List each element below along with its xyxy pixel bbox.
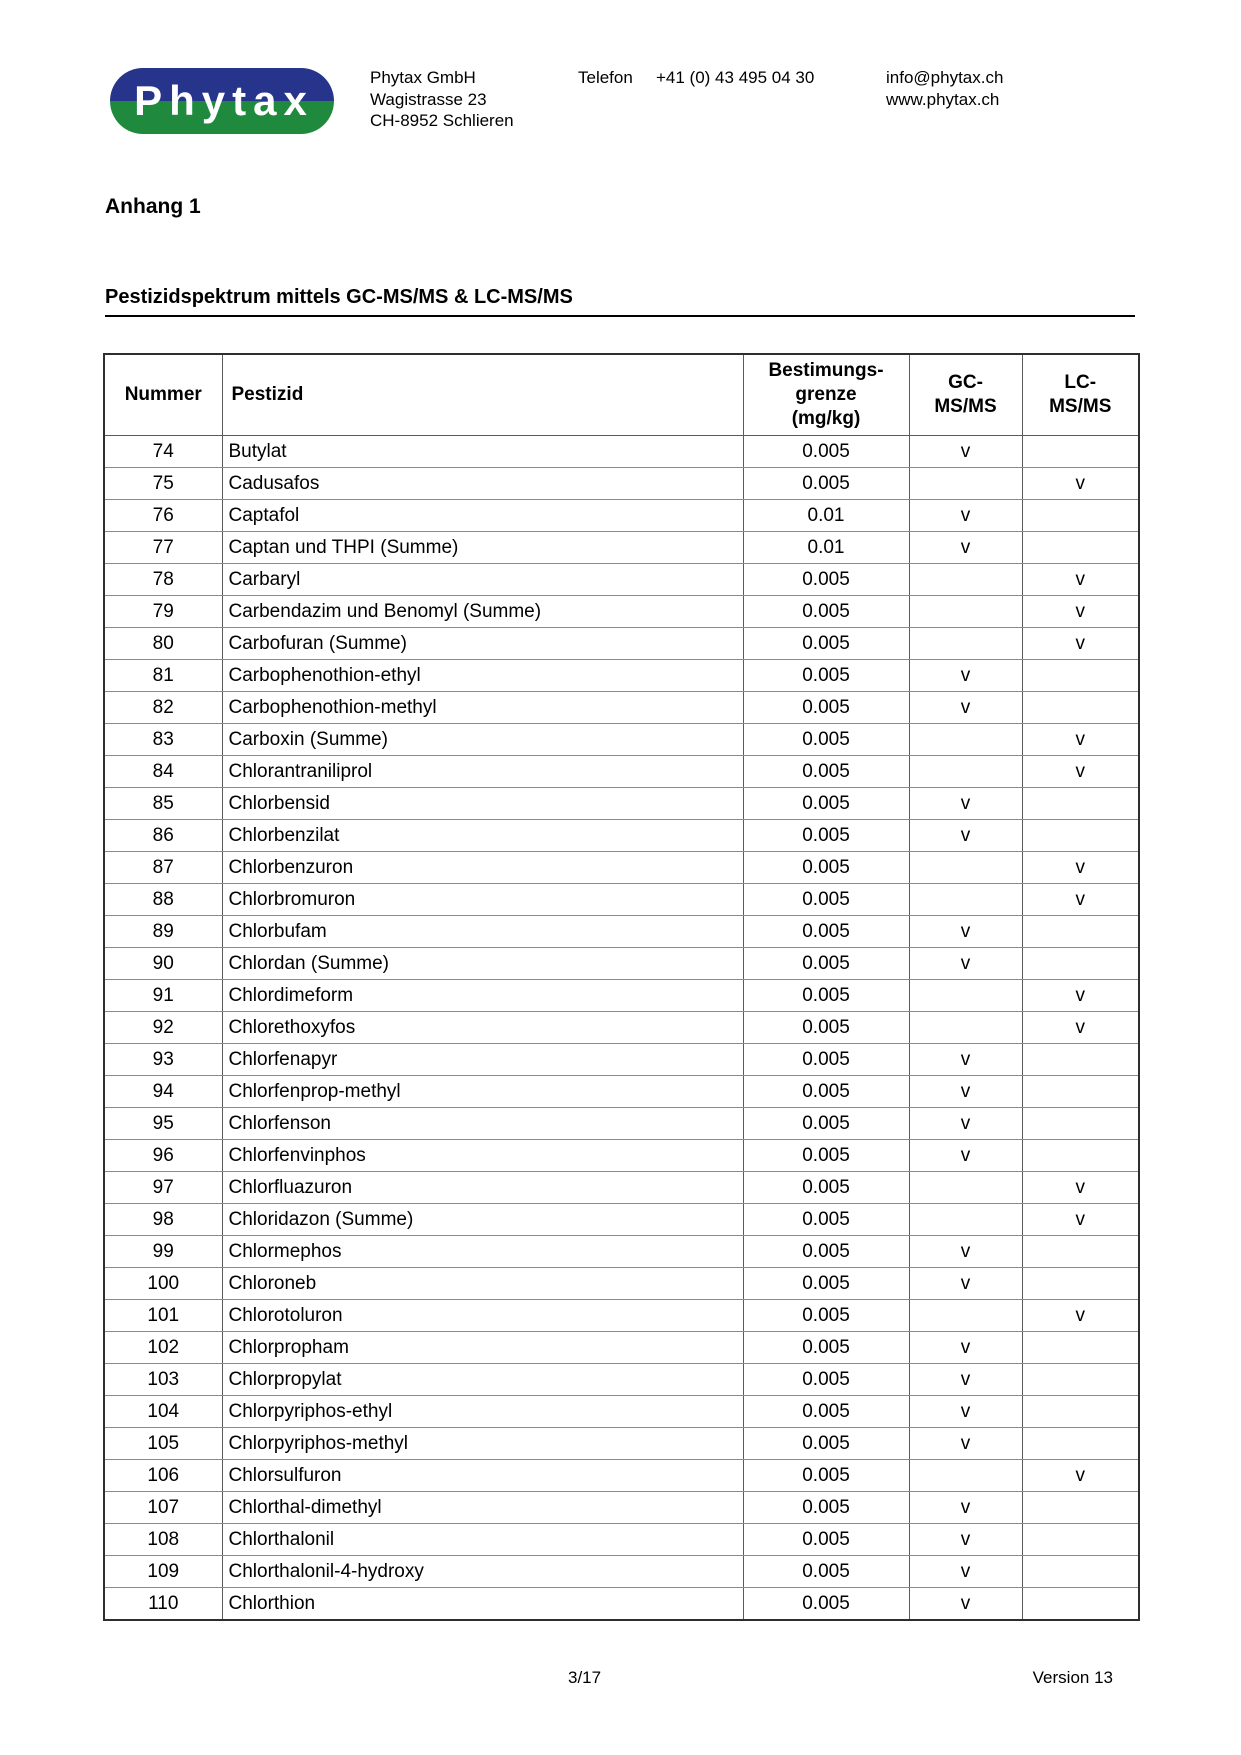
cell-grenze: 0.005	[743, 1460, 909, 1492]
cell-gc-msms	[909, 884, 1022, 916]
section-title: Pestizidspektrum mittels GC-MS/MS & LC-MS/MS	[105, 286, 573, 308]
table-row	[104, 596, 1139, 628]
cell-pestizid: Chlorbensid	[222, 788, 743, 820]
cell-nummer: 76	[104, 500, 222, 532]
cell-grenze: 0.005	[743, 1428, 909, 1460]
cell-gc-msms	[909, 756, 1022, 788]
cell-nummer: 97	[104, 1172, 222, 1204]
page-title: Anhang 1	[105, 195, 201, 218]
cell-pestizid: Cadusafos	[222, 468, 743, 500]
cell-gc-msms	[909, 1172, 1022, 1204]
cell-gc-msms: v	[909, 436, 1022, 468]
table-row	[104, 1044, 1139, 1076]
cell-gc-msms: v	[909, 1140, 1022, 1172]
cell-grenze: 0.005	[743, 1076, 909, 1108]
cell-nummer: 88	[104, 884, 222, 916]
cell-nummer: 89	[104, 916, 222, 948]
cell-gc-msms: v	[909, 1108, 1022, 1140]
cell-nummer: 75	[104, 468, 222, 500]
cell-nummer: 96	[104, 1140, 222, 1172]
cell-lc-msms	[1022, 1524, 1139, 1556]
cell-nummer: 87	[104, 852, 222, 884]
cell-gc-msms: v	[909, 820, 1022, 852]
cell-lc-msms	[1022, 916, 1139, 948]
cell-lc-msms	[1022, 1492, 1139, 1524]
cell-gc-msms: v	[909, 1044, 1022, 1076]
cell-grenze: 0.005	[743, 692, 909, 724]
cell-grenze: 0.005	[743, 468, 909, 500]
cell-gc-msms: v	[909, 660, 1022, 692]
table-row	[104, 1492, 1139, 1524]
cell-pestizid: Chlorbromuron	[222, 884, 743, 916]
table-row	[104, 980, 1139, 1012]
table-row	[104, 1396, 1139, 1428]
table-row	[104, 436, 1139, 468]
cell-pestizid: Chlorpropylat	[222, 1364, 743, 1396]
table-row	[104, 1300, 1139, 1332]
cell-gc-msms: v	[909, 1524, 1022, 1556]
contact-block	[886, 67, 1003, 110]
cell-pestizid: Chlorbufam	[222, 916, 743, 948]
pesticide-table-header	[104, 354, 1139, 436]
table-row	[104, 756, 1139, 788]
cell-gc-msms	[909, 1460, 1022, 1492]
cell-pestizid: Chlorbenzuron	[222, 852, 743, 884]
table-row	[104, 660, 1139, 692]
cell-gc-msms: v	[909, 1396, 1022, 1428]
cell-grenze: 0.005	[743, 660, 909, 692]
cell-pestizid: Chlorthalonil-4-hydroxy	[222, 1556, 743, 1588]
cell-grenze: 0.005	[743, 1332, 909, 1364]
cell-gc-msms	[909, 724, 1022, 756]
header-row	[104, 354, 1139, 436]
table-row	[104, 1588, 1139, 1621]
cell-grenze: 0.005	[743, 1396, 909, 1428]
cell-lc-msms	[1022, 1236, 1139, 1268]
cell-grenze: 0.005	[743, 436, 909, 468]
cell-grenze: 0.01	[743, 500, 909, 532]
cell-gc-msms: v	[909, 1364, 1022, 1396]
cell-nummer: 101	[104, 1300, 222, 1332]
table-row	[104, 1172, 1139, 1204]
cell-grenze: 0.005	[743, 1044, 909, 1076]
cell-gc-msms	[909, 628, 1022, 660]
table-row	[104, 1108, 1139, 1140]
cell-nummer: 79	[104, 596, 222, 628]
cell-lc-msms	[1022, 660, 1139, 692]
cell-nummer: 99	[104, 1236, 222, 1268]
cell-lc-msms: v	[1022, 852, 1139, 884]
cell-nummer: 102	[104, 1332, 222, 1364]
table-row	[104, 1140, 1139, 1172]
cell-pestizid: Chlordimeform	[222, 980, 743, 1012]
cell-nummer: 74	[104, 436, 222, 468]
cell-gc-msms: v	[909, 788, 1022, 820]
cell-lc-msms	[1022, 1044, 1139, 1076]
cell-pestizid: Chlorbenzilat	[222, 820, 743, 852]
col-header-grenze: Bestimungs- grenze (mg/kg)	[743, 354, 909, 436]
cell-grenze: 0.005	[743, 820, 909, 852]
table-row	[104, 724, 1139, 756]
cell-nummer: 80	[104, 628, 222, 660]
cell-nummer: 104	[104, 1396, 222, 1428]
cell-lc-msms	[1022, 1556, 1139, 1588]
cell-lc-msms	[1022, 500, 1139, 532]
table-row	[104, 1012, 1139, 1044]
pesticide-table	[103, 353, 1140, 1621]
table-row	[104, 1364, 1139, 1396]
company-street: Wagistrasse 23	[370, 89, 487, 109]
phone-number: +41 (0) 43 495 04 30	[656, 68, 815, 87]
cell-pestizid: Carbophenothion-ethyl	[222, 660, 743, 692]
cell-lc-msms	[1022, 1108, 1139, 1140]
cell-grenze: 0.005	[743, 1204, 909, 1236]
cell-pestizid: Chlorfenapyr	[222, 1044, 743, 1076]
cell-gc-msms: v	[909, 1268, 1022, 1300]
cell-lc-msms: v	[1022, 1300, 1139, 1332]
cell-grenze: 0.005	[743, 1172, 909, 1204]
cell-nummer: 82	[104, 692, 222, 724]
cell-gc-msms: v	[909, 1332, 1022, 1364]
cell-grenze: 0.005	[743, 756, 909, 788]
table-row	[104, 628, 1139, 660]
cell-pestizid: Chlorfenprop-methyl	[222, 1076, 743, 1108]
cell-lc-msms	[1022, 948, 1139, 980]
cell-nummer: 106	[104, 1460, 222, 1492]
cell-pestizid: Chlorfluazuron	[222, 1172, 743, 1204]
cell-nummer: 90	[104, 948, 222, 980]
cell-lc-msms: v	[1022, 1460, 1139, 1492]
cell-pestizid: Chlorfenvinphos	[222, 1140, 743, 1172]
cell-pestizid: Chloroneb	[222, 1268, 743, 1300]
cell-grenze: 0.005	[743, 916, 909, 948]
cell-grenze: 0.005	[743, 1364, 909, 1396]
cell-lc-msms: v	[1022, 884, 1139, 916]
cell-pestizid: Carbofuran (Summe)	[222, 628, 743, 660]
cell-pestizid: Captafol	[222, 500, 743, 532]
cell-nummer: 103	[104, 1364, 222, 1396]
cell-nummer: 107	[104, 1492, 222, 1524]
cell-lc-msms	[1022, 1364, 1139, 1396]
cell-grenze: 0.005	[743, 1588, 909, 1621]
table-row	[104, 820, 1139, 852]
company-city: CH-8952 Schlieren	[370, 111, 514, 130]
table-row	[104, 1332, 1139, 1364]
cell-pestizid: Chlorsulfuron	[222, 1460, 743, 1492]
cell-pestizid: Chlorpyriphos-ethyl	[222, 1396, 743, 1428]
cell-grenze: 0.01	[743, 532, 909, 564]
cell-grenze: 0.005	[743, 852, 909, 884]
cell-pestizid: Chloridazon (Summe)	[222, 1204, 743, 1236]
cell-gc-msms	[909, 564, 1022, 596]
email-address: info@phytax.ch	[886, 68, 1004, 87]
table-row	[104, 1556, 1139, 1588]
cell-pestizid: Carbaryl	[222, 564, 743, 596]
cell-pestizid: Chlorotoluron	[222, 1300, 743, 1332]
cell-nummer: 81	[104, 660, 222, 692]
col-header-nummer: Nummer	[104, 354, 222, 436]
cell-lc-msms: v	[1022, 1012, 1139, 1044]
cell-lc-msms	[1022, 1396, 1139, 1428]
cell-lc-msms	[1022, 1428, 1139, 1460]
cell-gc-msms	[909, 852, 1022, 884]
cell-gc-msms	[909, 980, 1022, 1012]
cell-nummer: 78	[104, 564, 222, 596]
cell-grenze: 0.005	[743, 884, 909, 916]
cell-pestizid: Chlorpyriphos-methyl	[222, 1428, 743, 1460]
cell-pestizid: Chlorfenson	[222, 1108, 743, 1140]
cell-nummer: 85	[104, 788, 222, 820]
table-row	[104, 852, 1139, 884]
cell-nummer: 110	[104, 1588, 222, 1621]
cell-grenze: 0.005	[743, 1556, 909, 1588]
cell-lc-msms	[1022, 1140, 1139, 1172]
cell-nummer: 92	[104, 1012, 222, 1044]
cell-gc-msms: v	[909, 532, 1022, 564]
table-row	[104, 916, 1139, 948]
cell-lc-msms: v	[1022, 1204, 1139, 1236]
cell-nummer: 83	[104, 724, 222, 756]
table-row	[104, 500, 1139, 532]
table-row	[104, 692, 1139, 724]
cell-gc-msms: v	[909, 1556, 1022, 1588]
cell-lc-msms	[1022, 692, 1139, 724]
cell-lc-msms	[1022, 1076, 1139, 1108]
cell-grenze: 0.005	[743, 1140, 909, 1172]
table-row	[104, 788, 1139, 820]
cell-nummer: 98	[104, 1204, 222, 1236]
cell-pestizid: Chlorthion	[222, 1588, 743, 1621]
cell-pestizid: Butylat	[222, 436, 743, 468]
cell-grenze: 0.005	[743, 564, 909, 596]
cell-gc-msms: v	[909, 916, 1022, 948]
website-url: www.phytax.ch	[886, 89, 1000, 109]
cell-nummer: 109	[104, 1556, 222, 1588]
table-row	[104, 884, 1139, 916]
table-row	[104, 1236, 1139, 1268]
cell-nummer: 100	[104, 1268, 222, 1300]
cell-lc-msms	[1022, 788, 1139, 820]
cell-gc-msms	[909, 596, 1022, 628]
cell-gc-msms: v	[909, 1236, 1022, 1268]
pesticide-table-body	[104, 436, 1139, 1621]
cell-grenze: 0.005	[743, 1268, 909, 1300]
table-row	[104, 1268, 1139, 1300]
section-title-underline	[105, 286, 1135, 317]
cell-lc-msms: v	[1022, 980, 1139, 1012]
cell-pestizid: Chlorethoxyfos	[222, 1012, 743, 1044]
table-row	[104, 1460, 1139, 1492]
cell-pestizid: Carbophenothion-methyl	[222, 692, 743, 724]
cell-nummer: 77	[104, 532, 222, 564]
cell-pestizid: Chlorthalonil	[222, 1524, 743, 1556]
cell-pestizid: Carbendazim und Benomyl (Summe)	[222, 596, 743, 628]
logo-wordmark: Phytax	[134, 77, 314, 124]
cell-grenze: 0.005	[743, 628, 909, 660]
cell-pestizid: Captan und THPI (Summe)	[222, 532, 743, 564]
version-label: Version 13	[1032, 1668, 1113, 1687]
cell-nummer: 105	[104, 1428, 222, 1460]
cell-grenze: 0.005	[743, 1524, 909, 1556]
cell-gc-msms: v	[909, 500, 1022, 532]
cell-nummer: 91	[104, 980, 222, 1012]
cell-grenze: 0.005	[743, 788, 909, 820]
table-row	[104, 1428, 1139, 1460]
cell-lc-msms	[1022, 1588, 1139, 1621]
cell-pestizid: Chlordan (Summe)	[222, 948, 743, 980]
cell-nummer: 94	[104, 1076, 222, 1108]
company-name: Phytax GmbH	[370, 68, 476, 87]
cell-grenze: 0.005	[743, 980, 909, 1012]
cell-nummer: 93	[104, 1044, 222, 1076]
phytax-logo	[110, 68, 334, 134]
table-row	[104, 532, 1139, 564]
cell-gc-msms: v	[909, 948, 1022, 980]
cell-lc-msms	[1022, 436, 1139, 468]
col-header-pestizid: Pestizid	[222, 354, 743, 436]
cell-lc-msms: v	[1022, 756, 1139, 788]
page-number: 3/17	[568, 1668, 602, 1687]
cell-lc-msms	[1022, 1268, 1139, 1300]
cell-pestizid: Chlormephos	[222, 1236, 743, 1268]
table-row	[104, 1204, 1139, 1236]
cell-grenze: 0.005	[743, 724, 909, 756]
cell-grenze: 0.005	[743, 1492, 909, 1524]
cell-gc-msms: v	[909, 1588, 1022, 1621]
cell-lc-msms: v	[1022, 468, 1139, 500]
cell-lc-msms: v	[1022, 596, 1139, 628]
table-row	[104, 564, 1139, 596]
cell-lc-msms: v	[1022, 724, 1139, 756]
cell-nummer: 84	[104, 756, 222, 788]
cell-grenze: 0.005	[743, 1108, 909, 1140]
cell-gc-msms: v	[909, 1428, 1022, 1460]
cell-gc-msms	[909, 1204, 1022, 1236]
cell-gc-msms	[909, 1012, 1022, 1044]
table-row	[104, 1076, 1139, 1108]
cell-grenze: 0.005	[743, 1012, 909, 1044]
cell-grenze: 0.005	[743, 948, 909, 980]
cell-lc-msms: v	[1022, 628, 1139, 660]
table-row	[104, 948, 1139, 980]
cell-gc-msms: v	[909, 692, 1022, 724]
cell-nummer: 95	[104, 1108, 222, 1140]
company-address-block	[370, 67, 514, 132]
cell-nummer: 86	[104, 820, 222, 852]
cell-grenze: 0.005	[743, 596, 909, 628]
table-row	[104, 468, 1139, 500]
cell-pestizid: Chlorpropham	[222, 1332, 743, 1364]
cell-lc-msms	[1022, 820, 1139, 852]
table-row	[104, 1524, 1139, 1556]
cell-pestizid: Chlorthal-dimethyl	[222, 1492, 743, 1524]
cell-gc-msms: v	[909, 1076, 1022, 1108]
cell-gc-msms: v	[909, 1492, 1022, 1524]
cell-grenze: 0.005	[743, 1300, 909, 1332]
cell-pestizid: Carboxin (Summe)	[222, 724, 743, 756]
cell-gc-msms	[909, 1300, 1022, 1332]
col-header-gc-msms: GC- MS/MS	[909, 354, 1022, 436]
cell-grenze: 0.005	[743, 1236, 909, 1268]
cell-nummer: 108	[104, 1524, 222, 1556]
cell-gc-msms	[909, 468, 1022, 500]
cell-pestizid: Chlorantraniliprol	[222, 756, 743, 788]
cell-lc-msms	[1022, 1332, 1139, 1364]
phone-label: Telefon	[578, 68, 633, 87]
cell-lc-msms: v	[1022, 1172, 1139, 1204]
col-header-lc-msms: LC- MS/MS	[1022, 354, 1139, 436]
cell-lc-msms	[1022, 532, 1139, 564]
cell-lc-msms: v	[1022, 564, 1139, 596]
